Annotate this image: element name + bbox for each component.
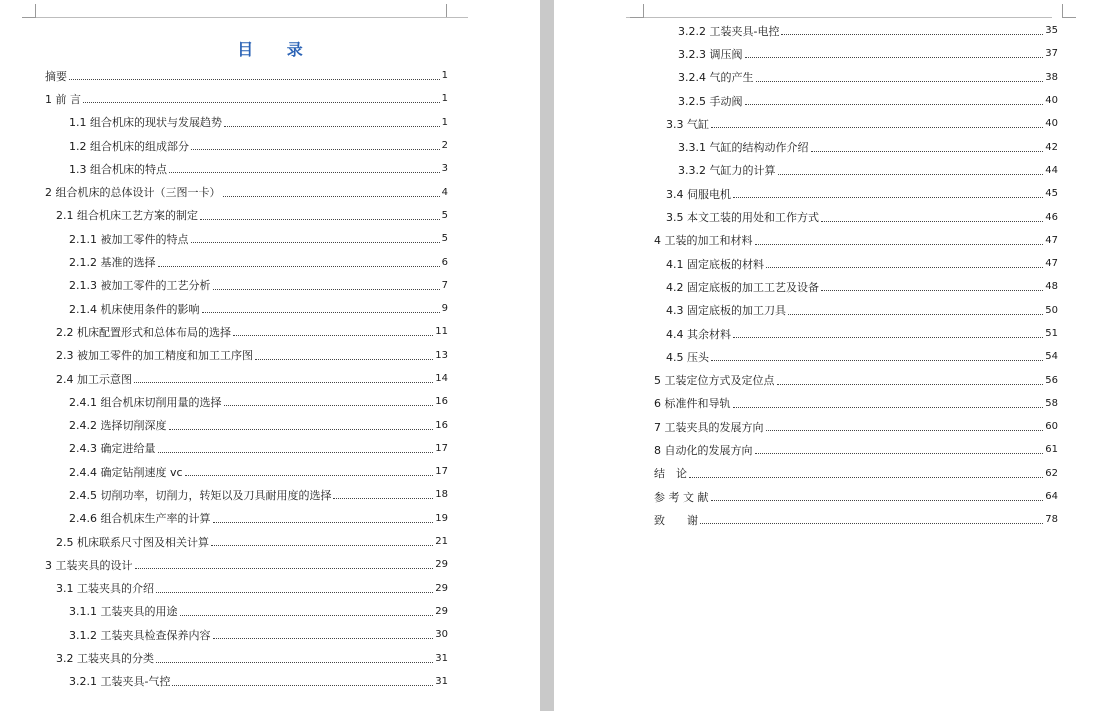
- toc-page-number: 16: [435, 396, 448, 408]
- toc-entry[interactable]: [654, 252, 1058, 275]
- toc-entry-text: 6 标准件和导轨: [654, 397, 731, 411]
- toc-page-number: 47: [1045, 258, 1058, 270]
- toc-entry-text: 4.2 固定底板的加工工艺及设备: [666, 280, 819, 294]
- toc-leader-dots: [733, 197, 1043, 198]
- toc-page-number: 4: [441, 186, 448, 198]
- toc-entry[interactable]: [45, 600, 448, 623]
- toc-page-number: 17: [435, 442, 448, 454]
- toc-page-number: 7: [441, 279, 448, 291]
- toc-page-number: 35: [1045, 25, 1058, 37]
- toc-leader-dots: [158, 452, 434, 453]
- toc-entry-text: 3.2.1 工装夹具-气控: [69, 675, 171, 689]
- toc-entry[interactable]: [654, 508, 1058, 531]
- toc-entry-text: 3.3.1 气缸的结构动作介绍: [678, 141, 809, 155]
- toc-entry-text: 4.1 固定底板的材料: [666, 257, 764, 271]
- toc-leader-dots: [821, 221, 1043, 222]
- toc-entry-text: 4 工装的加工和材料: [654, 234, 753, 248]
- toc-page-number: 45: [1045, 188, 1058, 200]
- toc-page-number: 6: [441, 256, 448, 268]
- toc-leader-dots: [766, 267, 1043, 268]
- toc-page-number: 3: [441, 163, 448, 175]
- toc-entry[interactable]: [45, 274, 448, 297]
- toc-entry-text: 3.2.5 手动阀: [678, 94, 743, 108]
- toc-leader-dots: [200, 219, 440, 220]
- toc-leader-dots: [191, 242, 440, 243]
- toc-leader-dots: [745, 104, 1044, 105]
- toc-entry-text: 1.2 组合机床的组成部分: [69, 139, 189, 153]
- toc-page-number: 1: [441, 93, 448, 105]
- toc-page-number: 21: [435, 536, 448, 548]
- toc-entry[interactable]: [654, 322, 1058, 345]
- toc-entry[interactable]: [654, 485, 1058, 508]
- document-page-left: [0, 0, 540, 711]
- toc-page-number: 56: [1045, 374, 1058, 386]
- toc-leader-dots: [224, 405, 434, 406]
- toc-page-number: 30: [435, 629, 448, 641]
- toc-entry[interactable]: [45, 344, 448, 367]
- toc-entry[interactable]: [45, 390, 448, 413]
- toc-leader-dots: [711, 127, 1043, 128]
- toc-page-number: 19: [435, 512, 448, 524]
- toc-leader-dots: [191, 149, 440, 150]
- toc-entry-text: 4.4 其余材料: [666, 327, 731, 341]
- toc-entry-text: 4.3 固定底板的加工刀具: [666, 304, 786, 318]
- toc-page-number: 40: [1045, 95, 1058, 107]
- toc-entry[interactable]: [654, 229, 1058, 252]
- header-rule: [644, 17, 1052, 18]
- toc-entry[interactable]: [45, 157, 448, 180]
- toc-entry-text: 2.4.1 组合机床切削用量的选择: [69, 395, 222, 409]
- toc-leader-dots: [224, 126, 440, 127]
- toc-entry[interactable]: [45, 577, 448, 600]
- header-rule: [446, 17, 468, 18]
- toc-page-number: 29: [435, 559, 448, 571]
- toc-entry[interactable]: [654, 19, 1058, 42]
- toc-entry-text: 结 论: [654, 467, 687, 481]
- toc-leader-dots: [156, 592, 433, 593]
- toc-entry-text: 1.1 组合机床的现状与发展趋势: [69, 116, 222, 130]
- toc-page-number: 54: [1045, 351, 1058, 363]
- toc-entry[interactable]: [45, 180, 448, 203]
- toc-entry-text: 3.1.1 工装夹具的用途: [69, 605, 178, 619]
- toc-page-number: 37: [1045, 48, 1058, 60]
- toc-entry-text: 3.3.2 气缸力的计算: [678, 164, 776, 178]
- toc-entry[interactable]: [45, 111, 448, 134]
- toc-entry[interactable]: [654, 205, 1058, 228]
- toc-page-number: 1: [441, 116, 448, 128]
- toc-leader-dots: [788, 314, 1043, 315]
- toc-leader-dots: [83, 102, 440, 103]
- toc-page-number: 62: [1045, 467, 1058, 479]
- toc-page-number: 13: [435, 349, 448, 361]
- toc-entry[interactable]: [654, 299, 1058, 322]
- toc-leader-dots: [811, 151, 1044, 152]
- toc-entry-text: 3.3 气缸: [666, 117, 709, 131]
- toc-entry[interactable]: [654, 66, 1058, 89]
- toc-list-right: [654, 19, 1058, 532]
- toc-entry[interactable]: [45, 367, 448, 390]
- toc-entry-text: 3.2.3 调压阀: [678, 47, 743, 61]
- toc-entry-text: 2.4 加工示意图: [56, 372, 132, 386]
- toc-entry-text: 3.4 伺服电机: [666, 187, 731, 201]
- page-gutter: [540, 0, 554, 711]
- toc-leader-dots: [172, 685, 433, 686]
- toc-entry[interactable]: [45, 530, 448, 553]
- toc-leader-dots: [69, 79, 440, 80]
- toc-page-number: 14: [435, 373, 448, 384]
- toc-entry[interactable]: [45, 87, 448, 110]
- toc-leader-dots: [755, 453, 1044, 454]
- toc-entry-text: 5 工装定位方式及定位点: [654, 374, 775, 388]
- toc-entry[interactable]: [45, 437, 448, 460]
- toc-entry[interactable]: [654, 368, 1058, 391]
- toc-leader-dots: [223, 196, 440, 197]
- toc-entry-text: 2.1.3 被加工零件的工艺分析: [69, 279, 211, 293]
- toc-page-number: 9: [441, 303, 448, 315]
- toc-entry-text: 3.2.4 气的产生: [678, 71, 754, 85]
- toc-page-number: 29: [435, 582, 448, 594]
- toc-page-number: 61: [1045, 444, 1058, 456]
- toc-leader-dots: [169, 172, 440, 173]
- toc-leader-dots: [213, 289, 440, 290]
- toc-leader-dots: [158, 266, 440, 267]
- toc-leader-dots: [711, 500, 1044, 501]
- toc-leader-dots: [781, 34, 1043, 35]
- toc-page-number: 60: [1045, 421, 1058, 433]
- toc-leader-dots: [211, 545, 433, 546]
- toc-entry[interactable]: [45, 227, 448, 250]
- toc-page-number: 5: [441, 233, 448, 245]
- toc-entry[interactable]: [654, 42, 1058, 65]
- toc-page-number: 40: [1045, 118, 1058, 130]
- toc-leader-dots: [185, 475, 434, 476]
- toc-leader-dots: [700, 523, 1043, 524]
- toc-page-number: 78: [1045, 514, 1058, 526]
- toc-page-number: 17: [435, 466, 448, 478]
- toc-title: 目 录: [237, 40, 317, 59]
- toc-list-left: [45, 64, 448, 693]
- toc-entry[interactable]: [654, 275, 1058, 298]
- page-corner-mark: [630, 4, 644, 18]
- toc-entry-text: 3.1.2 工装夹具检查保养内容: [69, 628, 211, 642]
- toc-leader-dots: [233, 335, 433, 336]
- toc-page-number: 42: [1045, 141, 1058, 153]
- toc-entry[interactable]: [45, 413, 448, 436]
- toc-leader-dots: [756, 81, 1044, 82]
- toc-entry-text: 2.4.3 确定进给量: [69, 442, 156, 456]
- toc-page-number: 1: [441, 70, 448, 82]
- toc-entry[interactable]: [45, 553, 448, 576]
- toc-page-number: 5: [441, 209, 448, 221]
- toc-entry-text: 3.5 本文工装的用处和工作方式: [666, 211, 819, 225]
- toc-entry[interactable]: [45, 670, 448, 693]
- toc-entry[interactable]: [45, 507, 448, 530]
- toc-entry[interactable]: [654, 89, 1058, 112]
- toc-page-number: 16: [435, 419, 448, 431]
- toc-leader-dots: [745, 57, 1044, 58]
- toc-leader-dots: [689, 477, 1043, 478]
- toc-page-number: 18: [435, 489, 448, 501]
- toc-entry[interactable]: [45, 320, 448, 343]
- toc-entry[interactable]: [654, 462, 1058, 485]
- toc-entry-text: 参 考 文 献: [654, 490, 709, 504]
- toc-entry-text: 2.2 机床配置形式和总体布局的选择: [56, 325, 231, 339]
- toc-leader-dots: [135, 568, 434, 569]
- toc-leader-dots: [778, 174, 1044, 175]
- toc-entry-text: 1.3 组合机床的特点: [69, 162, 167, 176]
- toc-entry[interactable]: [45, 483, 448, 506]
- toc-entry[interactable]: [654, 182, 1058, 205]
- toc-page-number: 29: [435, 605, 448, 617]
- page-corner-mark: [1062, 4, 1076, 18]
- toc-page-number: 46: [1045, 211, 1058, 223]
- toc-page-number: 44: [1045, 164, 1058, 176]
- toc-entry-text: 2.1 组合机床工艺方案的制定: [56, 209, 198, 223]
- toc-leader-dots: [180, 615, 434, 616]
- header-rule: [36, 17, 446, 18]
- toc-page-number: 31: [435, 652, 448, 664]
- toc-leader-dots: [134, 382, 433, 383]
- toc-leader-dots: [766, 430, 1044, 431]
- toc-entry-text: 2 组合机床的总体设计（三图一卡）: [45, 186, 221, 200]
- toc-leader-dots: [213, 522, 434, 523]
- toc-entry-text: 3 工装夹具的设计: [45, 558, 133, 572]
- toc-page-number: 38: [1045, 71, 1058, 83]
- toc-leader-dots: [169, 429, 434, 430]
- toc-entry-text: 3.2 工装夹具的分类: [56, 652, 154, 666]
- toc-page-number: 2: [441, 140, 448, 152]
- toc-leader-dots: [777, 384, 1044, 385]
- page-corner-mark: [446, 4, 460, 18]
- page-corner-mark: [22, 4, 36, 18]
- toc-entry[interactable]: [45, 460, 448, 483]
- toc-entry[interactable]: [654, 438, 1058, 461]
- toc-entry-text: 摘要: [45, 69, 67, 83]
- toc-entry[interactable]: [654, 345, 1058, 368]
- toc-entry-text: 2.1.4 机床使用条件的影响: [69, 302, 200, 316]
- toc-entry[interactable]: [45, 134, 448, 157]
- toc-entry-text: 3.2.2 工装夹具-电控: [678, 24, 780, 38]
- toc-page-number: 50: [1045, 304, 1058, 316]
- toc-page-number: 11: [435, 326, 448, 338]
- toc-leader-dots: [333, 498, 433, 499]
- toc-entry-text: 4.5 压头: [666, 350, 709, 364]
- toc-page-number: 51: [1045, 328, 1058, 339]
- toc-entry-text: 7 工装夹具的发展方向: [654, 420, 764, 434]
- toc-entry-text: 2.3 被加工零件的加工精度和加工工序图: [56, 349, 253, 363]
- toc-entry[interactable]: [654, 159, 1058, 182]
- toc-entry[interactable]: [45, 64, 448, 87]
- toc-entry-text: 1 前 言: [45, 92, 81, 106]
- toc-page-number: 58: [1045, 397, 1058, 409]
- toc-leader-dots: [733, 337, 1043, 338]
- toc-page-number: 48: [1045, 281, 1058, 293]
- toc-entry-text: 2.4.6 组合机床生产率的计算: [69, 512, 211, 526]
- toc-page-number: 47: [1045, 234, 1058, 246]
- toc-leader-dots: [213, 638, 434, 639]
- toc-entry[interactable]: [45, 297, 448, 320]
- toc-entry[interactable]: [654, 112, 1058, 135]
- toc-entry-text: 2.1.1 被加工零件的特点: [69, 232, 189, 246]
- toc-entry[interactable]: [45, 623, 448, 646]
- toc-leader-dots: [156, 662, 433, 663]
- toc-entry[interactable]: [654, 415, 1058, 438]
- toc-entry[interactable]: [45, 250, 448, 273]
- toc-entry[interactable]: [654, 135, 1058, 158]
- toc-page-number: 31: [435, 675, 448, 687]
- toc-entry-text: 2.4.5 切削功率，切削力，转矩以及刀具耐用度的选择: [69, 488, 332, 502]
- toc-entry-text: 2.1.2 基准的选择: [69, 256, 156, 270]
- toc-entry-text: 2.4.4 确定钻削速度 vc: [69, 465, 183, 479]
- toc-leader-dots: [733, 407, 1044, 408]
- toc-leader-dots: [202, 312, 440, 313]
- toc-page-number: 64: [1045, 491, 1058, 503]
- toc-entry-text: 3.1 工装夹具的介绍: [56, 582, 154, 596]
- toc-entry[interactable]: [45, 204, 448, 227]
- toc-entry[interactable]: [45, 646, 448, 669]
- document-page-right: [554, 0, 1109, 711]
- toc-leader-dots: [255, 359, 433, 360]
- toc-entry-text: 致 谢: [654, 513, 698, 527]
- toc-entry[interactable]: [654, 392, 1058, 415]
- toc-leader-dots: [821, 290, 1043, 291]
- toc-leader-dots: [755, 244, 1044, 245]
- toc-entry-text: 8 自动化的发展方向: [654, 443, 753, 457]
- toc-leader-dots: [711, 360, 1043, 361]
- toc-entry-text: 2.5 机床联系尺寸图及相关计算: [56, 535, 209, 549]
- toc-entry-text: 2.4.2 选择切削深度: [69, 419, 167, 433]
